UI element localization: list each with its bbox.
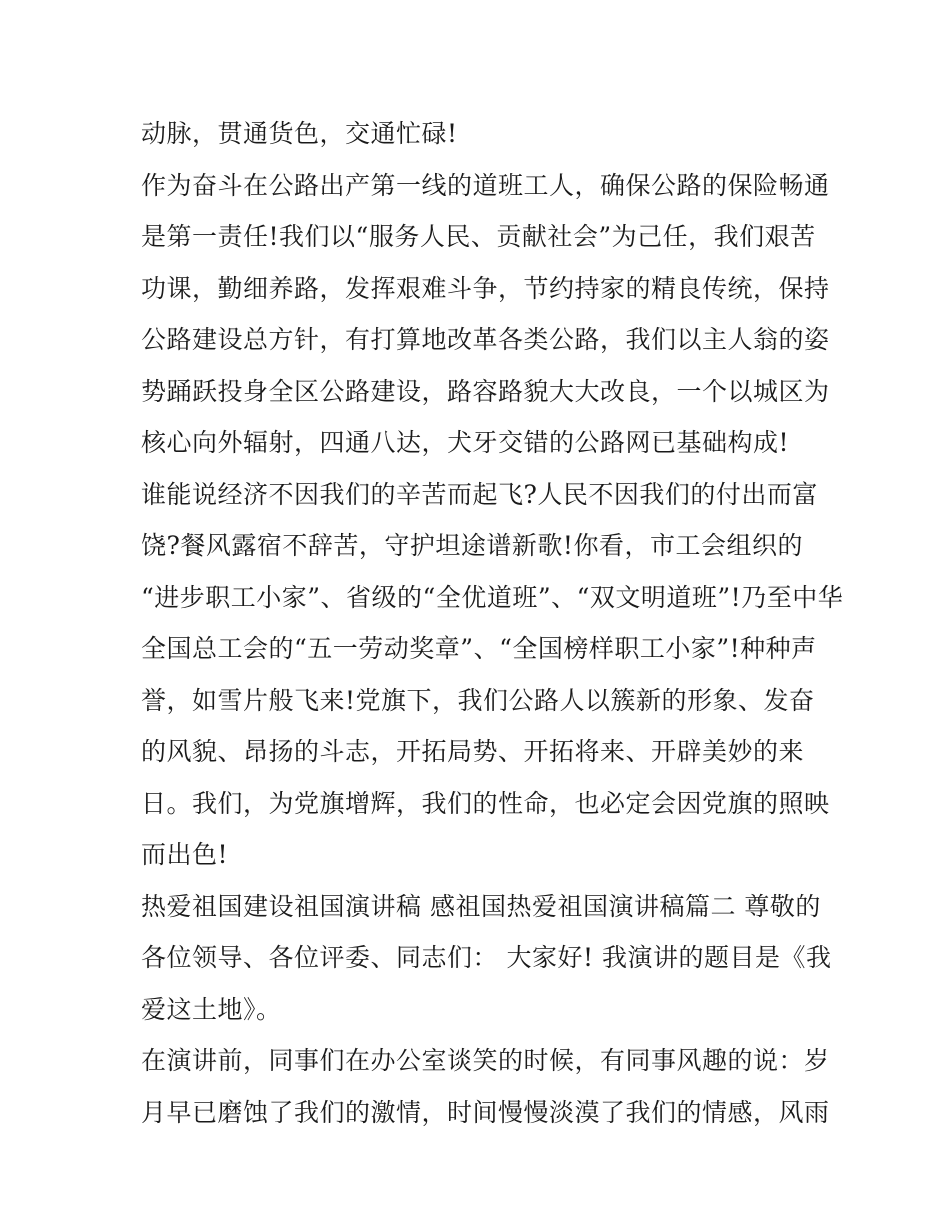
text-line: 日。我们，为党旗增辉，我们的性命，也必定会因党旗的照映 [141,788,830,818]
text-line: 各位领导、各位评委、同志们： 大家好! 我演讲的题目是《我 [141,943,832,972]
text-line: 势踊跃投身全区公路建设，路容路貌大大改良，一个以城区为 [141,376,830,406]
text-line: 爱这土地》。 [141,994,282,1024]
text-line: 功课，勤细养路，发挥艰难斗争，节约持家的精良传统，保持 [141,273,830,303]
text-line: 而出色! [141,840,229,869]
document-body [141,108,844,1138]
text-line: 的风貌、昂扬的斗志，开拓局势、开拓将来、开辟美妙的来 [141,737,805,766]
text-line: 核心向外辐射，四通八达，犬牙交错的公路网已基础构成! [141,428,790,457]
text-line: “进步职工小家”、省级的“全优道班”、“双文明道班”!乃至中华 [141,582,844,612]
text-line: 饶?餐风露宿不辞苦，守护坦途谱新歌!你看，市工会组织的 [141,531,803,560]
text-line: 作为奋斗在公路出产第一线的道班工人，确保公路的保险畅通 [141,170,830,200]
text-line: 谁能说经济不因我们的辛苦而起飞?人民不因我们的付出而富 [141,479,818,509]
text-line: 月早已磨蚀了我们的激情，时间慢慢淡漠了我们的情感，风雨 [141,1097,830,1127]
text-line: 热爱祖国建设祖国演讲稿 感祖国热爱祖国演讲稿篇二 尊敬的 [141,891,821,921]
text-line: 公路建设总方针，有打算地改革各类公路，我们以主人翁的姿 [141,325,830,354]
text-line: 全国总工会的“五一劳动奖章”、“全国榜样职工小家”!种种声 [141,634,817,663]
text-line: 在演讲前，同事们在办公室谈笑的时候，有同事风趣的说：岁 [141,1046,830,1075]
text-line: 动脉，贯通货色，交通忙碌! [141,119,458,148]
text-line: 誉，如雪片般飞来!党旗下，我们公路人以簇新的形象、发奋 [141,685,815,715]
text-line: 是第一责任!我们以“服务人民、贡献社会”为己任，我们艰苦 [141,222,816,251]
